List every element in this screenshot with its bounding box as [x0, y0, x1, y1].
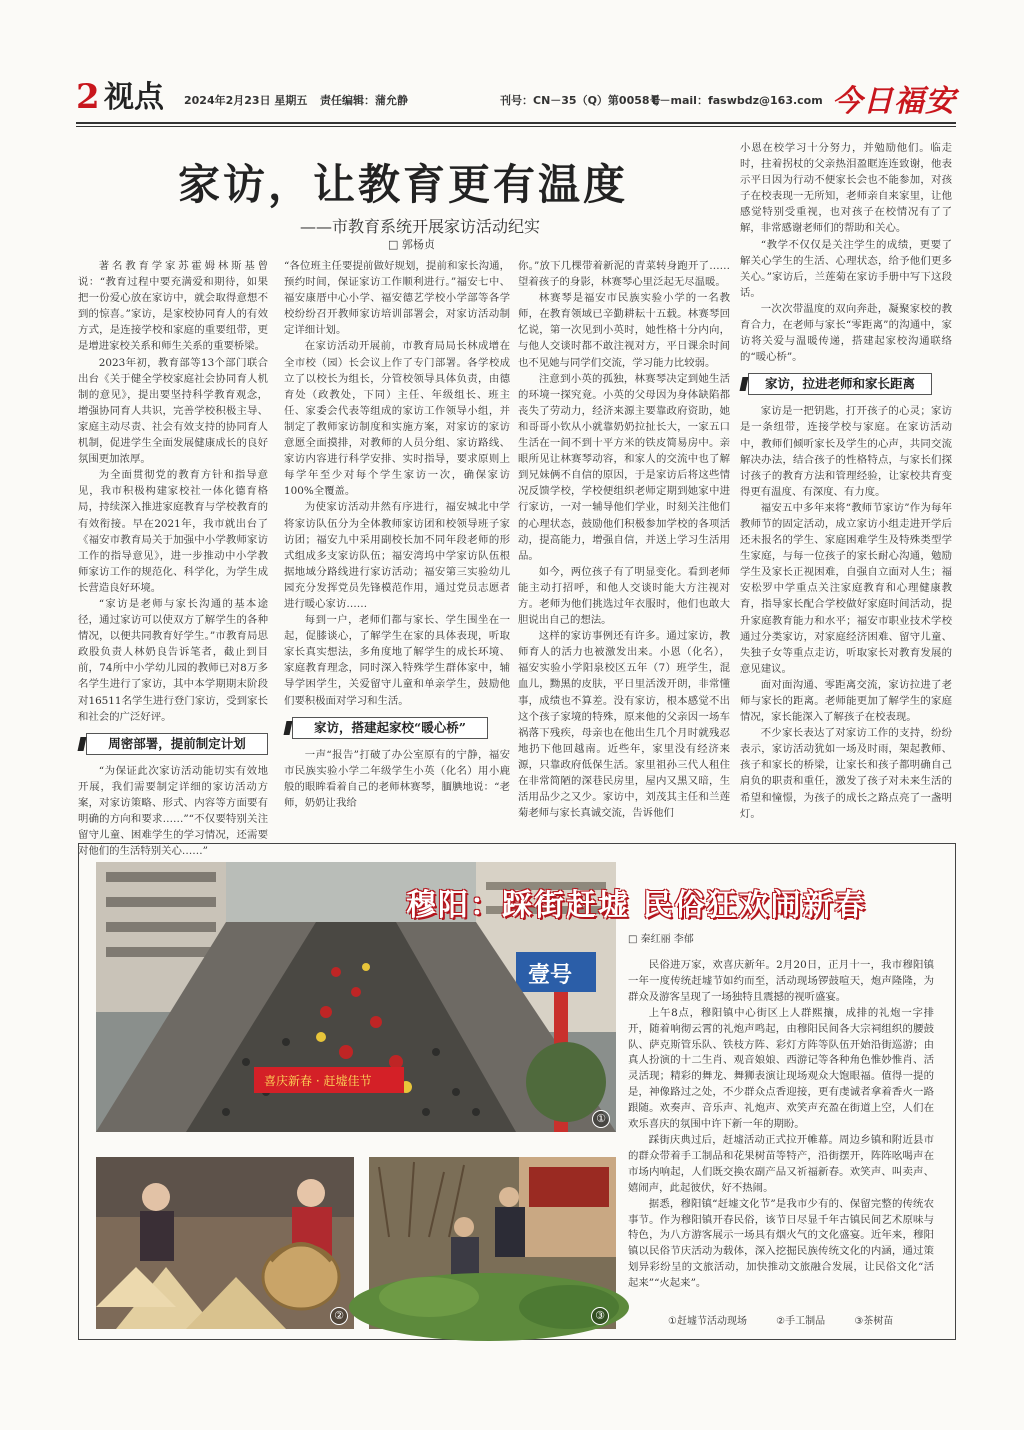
paragraph: “各位班主任要提前做好规划，提前和家长沟通，预约时间，保证家访工作顺利进行。”福安七中、福安康厝中心小学、福安德艺学校小学部等各学校纷纷召开教师家访培训部署会，对家访活动制定详细计划。 [284, 260, 510, 337]
issue-date: 2024年2月23日 星期五 [184, 94, 308, 107]
photo-badge-3: ③ [591, 1307, 609, 1325]
article-title: 家访，让教育更有温度 [178, 160, 629, 209]
paragraph: 一声“报告”打破了办公室原有的宁静，福安市民族实验小学二年级学生小英（化名）用小鹿般的眼眸看着自己的老师林赛琴，腼腆地说：“老师，奶奶让我给 [284, 748, 510, 809]
section-heading: 周密部署，提前制定计划 [86, 733, 268, 755]
serial-number: 刊号：CN－35（Q）第0058号 [500, 94, 661, 107]
paragraph: 小恩在校学习十分努力，并勉励他们。临走时，拄着拐杖的父亲热泪盈眶连连致谢，他表示平日因为行动不便家长会也不能参加，对孩子在校表现一无所知，老师亲自来家里，让他感觉特别受重视，也对孩子在校情况有了了解，非常感谢老师们的帮助和关心。 [740, 142, 952, 235]
handicrafts-image [96, 1157, 354, 1329]
caption-2: ②手工制品 [776, 1316, 826, 1327]
photo-handicrafts [96, 1157, 354, 1329]
article-subtitle: ——市教育系统开展家访活动纪实 [300, 217, 541, 236]
paragraph: 每到一户，老师们都与家长、学生围坐在一起，促膝谈心，了解学生在家的具体表现，听取家长真实想法，多角度地了解学生的成长环境、家庭教育理念，同时深入特殊学生群体家中，辅导学困学生，关爱留守儿童和单亲学生，鼓励他们要积极面对学习和生活。 [284, 614, 510, 707]
paragraph: 福安五中多年来将“教师节家访”作为每年教师节的固定活动，成立家访小组走进开学后还未报名的学生、家庭困难学生及特殊类型学生家庭，与每一位孩子的家长耐心沟通，勉励学生及家长正视困难，自强自立面对人生；福安松罗中学重点关注家庭教育和心理健康教育，指导家长配合学校做好家庭时间活动，提升家庭教育能力和水平；福安市职业技术学校通过分类家访，对家庭经济困难、留守儿童、失独子女等重点走访，听取家长对教育发展的意见建议。 [740, 501, 952, 675]
paragraph: 为使家访活动井然有序进行，福安城北中学将家访队伍分为全体教师家访团和校领导班子家访团；福安九中采用副校长加不同年段老师的形式组成多支家访队伍；福安湾坞中学家访队伍根据地域分路线进行家访活动；福安第三实验幼儿园充分发挥党员先锋模范作用，通过党员志愿者进行暖心家访…… [284, 501, 510, 610]
paragraph: 家访是一把钥匙，打开孩子的心灵；家访是一条纽带，连接学校与家庭。在家访活动中，教师们倾听家长及学生的心声，共同交流解决办法，结合孩子的性格特点，与家长们探讨孩子的教育方法和管理经验，让家校共育变得更有温度、有深度、有力度。 [740, 405, 952, 498]
photo-badge-2: ② [330, 1307, 348, 1325]
editor-credit: 责任编辑：蒲允静 [320, 94, 408, 107]
article-column-4 [740, 140, 952, 828]
caption-3: ③茶树苗 [854, 1316, 894, 1327]
paragraph: 一次次带温度的双向奔赴，凝聚家校的教育合力，在老师与家长“零距离”的沟通中，家访将关爱与温暖传递，搭建起家校沟通联络的“暖心桥”。 [740, 302, 952, 364]
paragraph: “为保证此次家访活动能切实有效地开展，我们需要制定详细的家访活动方案，对家访策略、形式、内容等方面要有明确的方向和要求……”“不仅要特别关注留守儿童、困难学生的学习情况，还需要对他们的生活特别关心……” [78, 764, 268, 858]
paragraph: 2023年初，教育部等13个部门联合出台《关于健全学校家庭社会协同育人机制的意见》，提出要坚持科学教育观念，增强协同育人共识，完善学校积极主导、家庭主动尽责、社会有效支持的协同育人机制，促进学生全面发展健康成长的良好氛围更加浓厚。 [78, 356, 268, 466]
page-number: 2 [76, 77, 100, 117]
paragraph: “家访是老师与家长沟通的基本途径，通过家访可以使双方了解学生的各种情况，以便共同教育好学生。”市教育局思政股负责人林奶良告诉笔者，截止到目前，74所中小学幼儿园的教师已对8万多名学生进行了家访，其中本学期期末阶段对16511名学生进行登门家访，受到家长和社会的广泛好评。 [78, 597, 268, 723]
festival-banner-text: 喜庆新春 · 赶墟佳节 [264, 1074, 372, 1088]
section-heading: 家访，搭建起家校“暖心桥” [292, 717, 488, 739]
feature-title: 穆阳：踩街赶墟 民俗狂欢闹新春 [406, 888, 867, 923]
paragraph: 民俗进万家，欢喜庆新年。2月20日，正月十一，我市穆阳镇一年一度传统赶墟节如约而至，活动现场锣鼓喧天，炮声隆隆，为群众及游客呈现了一场独特且震撼的视听盛宴。 [628, 959, 934, 1003]
section-heading: 家访，拉进老师和家长距离 [748, 373, 932, 395]
contact-email: E－mail：faswbdz@163.com [652, 94, 823, 107]
paragraph: 林赛琴是福安市民族实验小学的一名教师，在教育领域已辛勤耕耘十五载。林赛琴回忆说，第一次见到小英时，她性格十分内向，与他人交谈时都不敢注视对方，平日课余时间也不见她与同学们交流，学习能力比较弱。 [518, 292, 730, 369]
feature-byline: □ 秦红丽 李郁 [628, 934, 694, 945]
photo-badge-1: ① [592, 1110, 610, 1128]
article-byline: □ 郭杨贞 [388, 238, 435, 251]
feature-text [628, 958, 934, 1306]
photo-tea-seedlings [369, 1157, 616, 1329]
paragraph: “教学不仅仅是关注学生的成绩，更要了解关心学生的生活、心理状态，给予他们更多关心。”家访后，兰莲菊在家访手册中写下这段话。 [740, 238, 952, 299]
paragraph: 踩街庆典过后，赶墟活动正式拉开帷幕。周边乡镇和附近县市的群众带着手工制品和花果树苗等特产，沿街摆开，阵阵吆喝声在市场内响起，人们既交换农副产品又祈福新春。欢笑声、叫卖声、嬉闹声，此起彼伏，好不热闹。 [628, 1133, 934, 1194]
article-column-2 [284, 258, 510, 828]
shop-sign-text: 壹号 [528, 963, 573, 988]
masthead [76, 76, 956, 122]
paragraph: 据悉，穆阳镇“赶墟文化节”是我市少有的、保留完整的传统农事节。作为穆阳镇开春民俗，该节日尽显千年古镇民间艺术原味与特色，为八方游客展示一场具有烟火气的文化盛宴。近年来，穆阳镇以民俗节庆活动为载体，深入挖掘民族传统文化的内涵，通过策划异彩纷呈的文旅活动，加快推动文旅融合发展，让民俗文化“活起来”“火起来”。 [628, 1197, 934, 1290]
paragraph: 如今，两位孩子有了明显变化。看到老师能主动打招呼，和他人交谈时能大方注视对方。老师为他们挑选过年衣服时，他们也敢大胆说出自己的想法。 [518, 565, 730, 627]
paragraph: 面对面沟通、零距离交流，家访拉进了老师与家长的距离。老师能更加了解学生的家庭情况，家长能深入了解孩子在校表现。 [740, 678, 952, 724]
article-column-3 [518, 258, 730, 828]
tea-seedlings-image [369, 1157, 616, 1329]
paragraph: 著名教育学家苏霍姆林斯基曾说：“教育过程中要充满爱和期待，如果把一份爱心放在家访中，就会取得意想不到的惊喜。”家访，是家校协同育人的有效方式，是连接学校和家庭的重要纽带，更是增进家校关系和师生关系的重要桥梁。 [78, 260, 268, 353]
paragraph: 为全面贯彻党的教育方针和指导意见，我市积极构建家校社一体化德育格局，持续深入推进家庭教育与学校教育的有效衔接。早在2021年，我市就出台了《福安市教育局关于加强中小学教师家访工作的指导意见》，进一步推动中小学教师家访工作的规范化、科学化，为学生成长营造良好环境。 [78, 469, 268, 594]
paragraph: 注意到小英的孤独，林赛琴决定到她生活的环境一探究竟。小英的父母因为身体缺陷都丧失了劳动力，经济来源主要靠政府资助，她和哥哥小钦从小就靠奶奶拉扯长大，一家五口生活在一间不到十平方米的铁皮简易房中。亲眼所见让林赛琴动容，和家人的交流中也了解到兄妹俩不自信的原因，于是家访后将这些情况反馈学校，学校便组织老师定期到她家中进行家访，一对一辅导他们学业，时刻关注他们的心理状态，鼓励他们积极参加学校的各项活动，提高能力，增强自信，并送上学习生活用品。 [518, 372, 730, 562]
paragraph: 不少家长表达了对家访工作的支持，纷纷表示，家访活动犹如一场及时雨，架起教师、孩子和家长的桥梁，让家长和孩子都明确自己肩负的职责和重任，激发了孩子对未来生活的希望和憧憬，为孩子的成长之路点亮了一盏明灯。 [740, 727, 952, 820]
paragraph: 你。”放下几棵带着新泥的青菜转身跑开了……望着孩子的身影，林赛琴心里泛起无尽温暖。 [518, 260, 730, 289]
paragraph: 这样的家访事例还有许多。通过家访，教师育人的活力也被激发出来。小恩（化名），福安实验小学阳泉校区五年（7）班学生，混血儿，黝黑的皮肤，平日里活泼开朗，非常懂事，成绩也不算差。没有家访，根本感觉不出这个孩子家境的特殊，原来他的父亲因一场车祸落下残疾，母亲也在他出生几个月时就残忍地扔下他回越南。近些年，家里没有经济来源，只靠政府低保生活。家里祖孙三代人租住在非常简陋的深巷民房里，屋内又黑又暗，生活用品少之又少。家访中，刘茂其主任和兰莲菊老师与家长真诚交流，告诉他们 [518, 630, 730, 820]
paragraph: 上午8点，穆阳镇中心街区上人群熙攘，成排的礼炮一字排开，随着响彻云霄的礼炮声鸣起，由穆阳民间各大宗祠组织的腰鼓队、萨克斯管乐队、铁枝方阵、彩灯方阵等队伍开始沿街巡游；由真人扮演的十二生肖、观音娘娘、西游记等各种角色惟妙惟肖、活灵活现；精彩的舞龙、舞狮表演让现场观众大饱眼福。值得一提的是，神像路过之处，不少群众点香迎接，更有虔诚者拿着香火一路跟随。欢奏声、音乐声、礼炮声、欢笑声充盈在街道上空，人们在欢乐喜庆的氛围中许下新一年的期盼。 [628, 1006, 934, 1131]
caption-1: ①赶墟节活动现场 [668, 1316, 747, 1327]
photo-captions [668, 1312, 919, 1327]
section-title: 视点 [104, 80, 164, 115]
article-column-1 [78, 258, 268, 858]
newspaper-logo: 今日福安 [832, 84, 956, 119]
paragraph: 在家访活动开展前，市教育局局长林成增在全市校（园）长会议上作了专门部署。各学校成立了以校长为组长，分管校领导具体负责，由德育处（政教处，下同）主任、年级组长、班主任、家委会代表等组成的家访工作领导小组，并制定了教师家访制度和实施方案，对家访的家访意愿全面摸排，对教师的人员分组、家访路线、家访内容进行科学安排、实时指导，要求原则上每学年至少对每个学生家访一次，确保家访100%全覆盖。 [284, 340, 510, 498]
masthead-rule-thin [76, 126, 956, 127]
masthead-rule [76, 122, 956, 124]
